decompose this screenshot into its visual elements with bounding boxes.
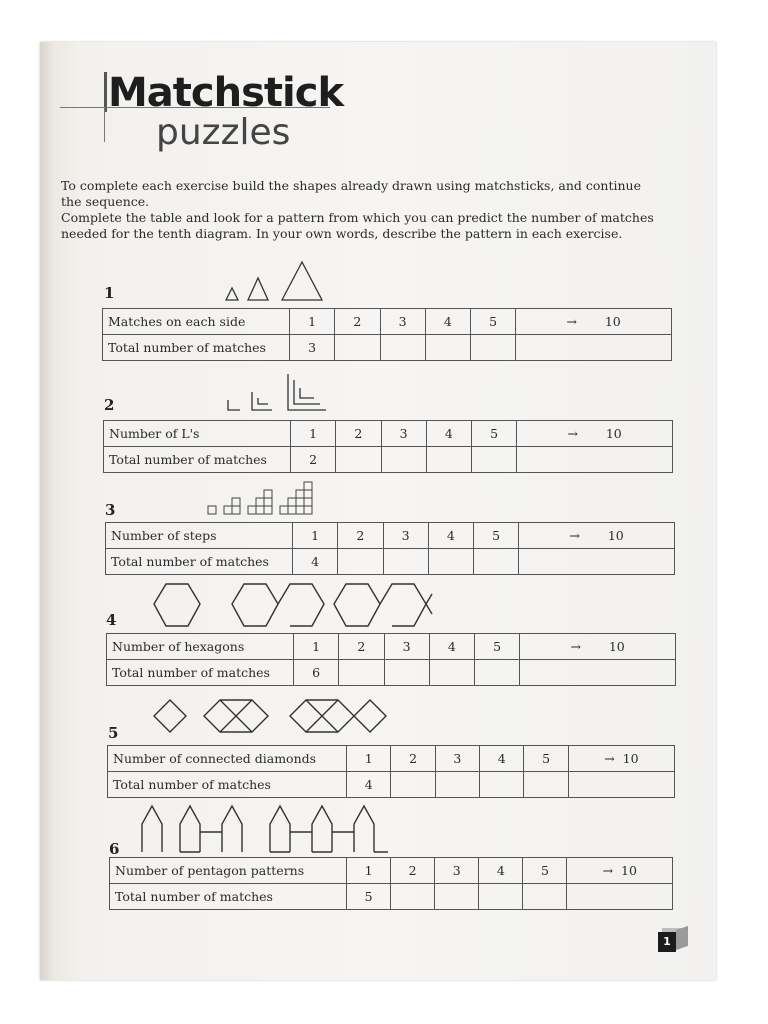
table-cell: 2 <box>339 634 384 660</box>
exercise-number: 6 <box>109 840 120 858</box>
table-cell: 1 <box>347 746 391 772</box>
page-title: Matchstick <box>108 70 344 116</box>
table-cell: 4 <box>425 309 470 335</box>
table-cell-arrow <box>517 421 673 447</box>
table-cell: 2 <box>338 523 383 549</box>
answer-cell[interactable] <box>516 335 672 361</box>
table-cell: 3 <box>384 634 429 660</box>
instructions-line-2: Complete the table and look for a pattern from which you can predict the number of matches needed for the tenth diagram. In your own words, describe the pattern in each exercise. <box>61 210 654 241</box>
answer-cell[interactable] <box>472 447 517 473</box>
tenth-label: 10 <box>607 528 624 543</box>
table-cell: 1 <box>294 634 339 660</box>
table-row <box>103 309 672 335</box>
arrow-text: → <box>570 639 581 654</box>
table-cell: 2 <box>336 421 381 447</box>
table-row <box>104 447 673 473</box>
table-cell: 2 <box>291 447 336 473</box>
table-cell: 2 <box>391 746 435 772</box>
row-label: Number of steps <box>106 523 293 549</box>
steps-diagram <box>206 478 326 518</box>
table-cell: 5 <box>471 309 516 335</box>
tenth-label: 10 <box>608 639 625 654</box>
table-cell: 5 <box>474 523 519 549</box>
answer-cell[interactable] <box>519 549 675 575</box>
answer-cell[interactable] <box>480 772 524 798</box>
table-cell: 3 <box>290 335 335 361</box>
answer-cell[interactable] <box>380 335 425 361</box>
page-number-cube-side <box>676 926 688 950</box>
diamonds-diagram <box>150 696 400 736</box>
exercise-table <box>107 745 675 798</box>
table-cell: 5 <box>347 884 391 910</box>
page-number: 1 <box>658 932 676 952</box>
table-cell: 6 <box>294 660 339 686</box>
row-label: Number of hexagons <box>107 634 294 660</box>
tenth-label: 10 <box>621 863 637 878</box>
table-cell: 2 <box>391 858 435 884</box>
answer-cell[interactable] <box>336 447 381 473</box>
answer-cell[interactable] <box>474 549 519 575</box>
table-cell: 1 <box>291 421 336 447</box>
answer-cell[interactable] <box>524 772 568 798</box>
table-cell-arrow <box>567 858 673 884</box>
arrow-text: → <box>566 314 577 329</box>
answer-cell[interactable] <box>428 549 473 575</box>
table-row <box>107 660 676 686</box>
row-label: Total number of matches <box>103 335 290 361</box>
table-row <box>108 746 675 772</box>
answer-cell[interactable] <box>568 772 674 798</box>
table-cell: 1 <box>293 523 338 549</box>
answer-cell[interactable] <box>567 884 673 910</box>
answer-cell[interactable] <box>391 772 435 798</box>
table-cell-arrow <box>519 523 675 549</box>
answer-cell[interactable] <box>435 884 479 910</box>
l-shapes-diagram <box>222 370 332 416</box>
table-cell: 5 <box>472 421 517 447</box>
table-cell-arrow <box>568 746 674 772</box>
row-label: Matches on each side <box>103 309 290 335</box>
table-cell: 1 <box>290 309 335 335</box>
answer-cell[interactable] <box>520 660 676 686</box>
arrow-text: → <box>604 751 615 766</box>
exercise-table <box>105 522 675 575</box>
exercise-table <box>102 308 672 361</box>
table-cell: 4 <box>426 421 471 447</box>
table-cell: 4 <box>428 523 473 549</box>
answer-cell[interactable] <box>383 549 428 575</box>
tenth-label: 10 <box>604 314 621 329</box>
page-number-block <box>652 928 690 954</box>
table-cell-arrow <box>520 634 676 660</box>
exercise-number: 2 <box>104 396 115 414</box>
table-cell: 3 <box>381 421 426 447</box>
table-cell: 5 <box>523 858 567 884</box>
table-row <box>108 772 675 798</box>
table-row <box>107 634 676 660</box>
exercise-number: 3 <box>105 501 116 519</box>
table-cell: 4 <box>347 772 391 798</box>
answer-cell[interactable] <box>335 335 380 361</box>
hexagons-diagram <box>148 580 448 632</box>
row-label: Number of L's <box>104 421 291 447</box>
answer-cell[interactable] <box>391 884 435 910</box>
table-cell: 3 <box>380 309 425 335</box>
table-cell: 4 <box>480 746 524 772</box>
table-row <box>110 884 673 910</box>
row-label: Number of connected diamonds <box>108 746 347 772</box>
row-label: Total number of matches <box>106 549 293 575</box>
triangles-diagram <box>220 258 330 304</box>
arrow-text: → <box>569 528 580 543</box>
table-cell: 5 <box>524 746 568 772</box>
instructions <box>61 178 661 242</box>
table-cell: 1 <box>347 858 391 884</box>
row-label: Total number of matches <box>104 447 291 473</box>
table-cell: 5 <box>475 634 520 660</box>
tenth-label: 10 <box>605 426 622 441</box>
table-cell-arrow <box>516 309 672 335</box>
exercise-table <box>106 633 676 686</box>
table-cell: 3 <box>383 523 428 549</box>
answer-cell[interactable] <box>339 660 384 686</box>
arrow-text: → <box>567 426 578 441</box>
instructions-line-1: To complete each exercise build the shapes already drawn using matchsticks, and continue the sequence. <box>61 178 641 209</box>
pentagons-diagram <box>138 802 398 856</box>
row-label: Total number of matches <box>110 884 347 910</box>
answer-cell[interactable] <box>384 660 429 686</box>
row-label: Total number of matches <box>108 772 347 798</box>
title-rule-vertical <box>104 72 107 112</box>
answer-cell[interactable] <box>429 660 474 686</box>
arrow-text: → <box>602 863 614 878</box>
answer-cell[interactable] <box>381 447 426 473</box>
answer-cell[interactable] <box>426 447 471 473</box>
row-label: Total number of matches <box>107 660 294 686</box>
exercise-number: 5 <box>108 724 119 742</box>
title-rule-vertical-lower <box>104 108 105 142</box>
exercise-number: 1 <box>104 284 115 302</box>
table-row <box>106 523 675 549</box>
table-cell: 2 <box>335 309 380 335</box>
exercise-table <box>109 857 673 910</box>
table-cell: 4 <box>429 634 474 660</box>
answer-cell[interactable] <box>517 447 673 473</box>
answer-cell[interactable] <box>435 772 479 798</box>
table-row <box>103 335 672 361</box>
table-cell: 4 <box>479 858 523 884</box>
row-label: Number of pentagon patterns <box>110 858 347 884</box>
answer-cell[interactable] <box>425 335 470 361</box>
exercise-table <box>103 420 673 473</box>
table-row <box>110 858 673 884</box>
table-row <box>104 421 673 447</box>
answer-cell[interactable] <box>523 884 567 910</box>
exercise-number: 4 <box>106 611 117 629</box>
answer-cell[interactable] <box>471 335 516 361</box>
tenth-label: 10 <box>622 751 639 766</box>
answer-cell[interactable] <box>475 660 520 686</box>
page-subtitle: puzzles <box>156 112 291 153</box>
table-row <box>106 549 675 575</box>
table-cell: 4 <box>293 549 338 575</box>
table-cell: 3 <box>435 746 479 772</box>
table-cell: 3 <box>435 858 479 884</box>
answer-cell[interactable] <box>338 549 383 575</box>
answer-cell[interactable] <box>479 884 523 910</box>
